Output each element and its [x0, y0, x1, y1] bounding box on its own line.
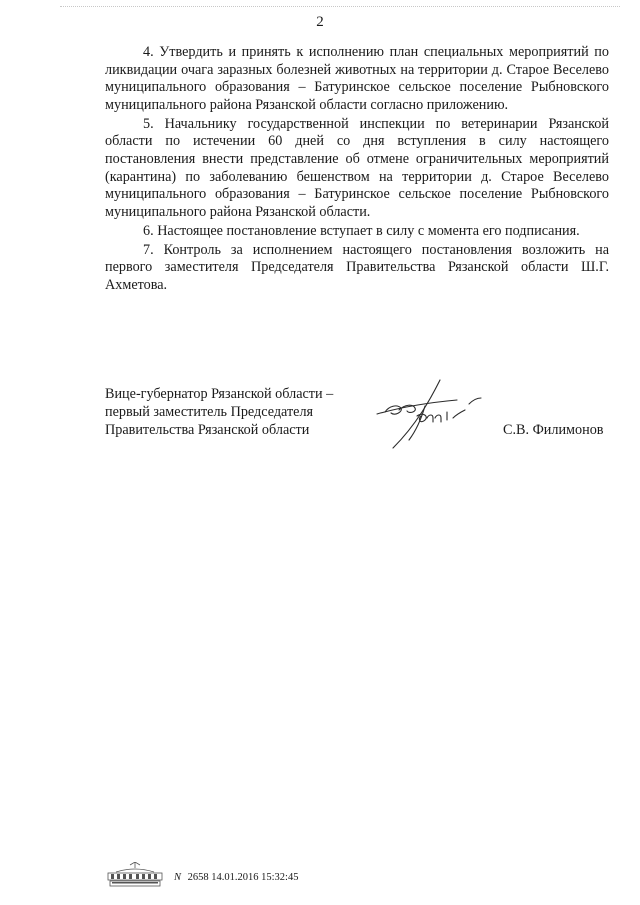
registration-datetime: 14.01.2016 15:32:45 [211, 872, 299, 883]
page-number: 2 [316, 14, 324, 30]
scan-edge-marks [60, 6, 620, 9]
signatory-title-line: Вице-губернатор Рязанской области – [105, 386, 334, 402]
number-sign: N [174, 872, 182, 883]
footer-registration [106, 862, 406, 890]
paragraph-6: 6. Настоящее постановление вступает в силу с момента его подписания. [143, 222, 580, 239]
signatory-title-line: первый заместитель Председателя [105, 403, 314, 420]
handwritten-signature-icon [365, 376, 495, 456]
signatory-name: С.В. Филимонов [503, 422, 604, 438]
paragraph-4: 4. Утвердить и принять к исполнению план специальных мероприятий по ликвидации очага заразных болезней животных на территории д. Старое Веселево муниципального образования – Батуринское сельское поселение Рыбновского муниципального района Рязанской области согласно приложению. [105, 44, 609, 113]
document-body [105, 44, 609, 296]
registry-stamp-logo-icon [106, 862, 164, 888]
signatory-title [105, 386, 333, 439]
paragraph-5: 5. Начальнику государственной инспекции по ветеринарии Рязанской области по истечении 60 дней со дня вступления в силу настоящего постановления внести представление об отмене ограничительных мероприятий (карантина) по заболеванию бешенством на территории д. Старое Веселево муниципального образования – Батуринское сельское поселение Рыбновского муниципального района Рязанской области. [105, 115, 609, 220]
document-number: 2658 [187, 872, 209, 883]
paragraph-7: 7. Контроль за исполнением настоящего постановления возложить на первого заместителя Председателя Правительства Рязанской области Ш.Г. Ахметова. [105, 241, 609, 293]
registration-stamp-text [174, 872, 298, 883]
signatory-title-line: Правительства Рязанской области [105, 421, 310, 438]
